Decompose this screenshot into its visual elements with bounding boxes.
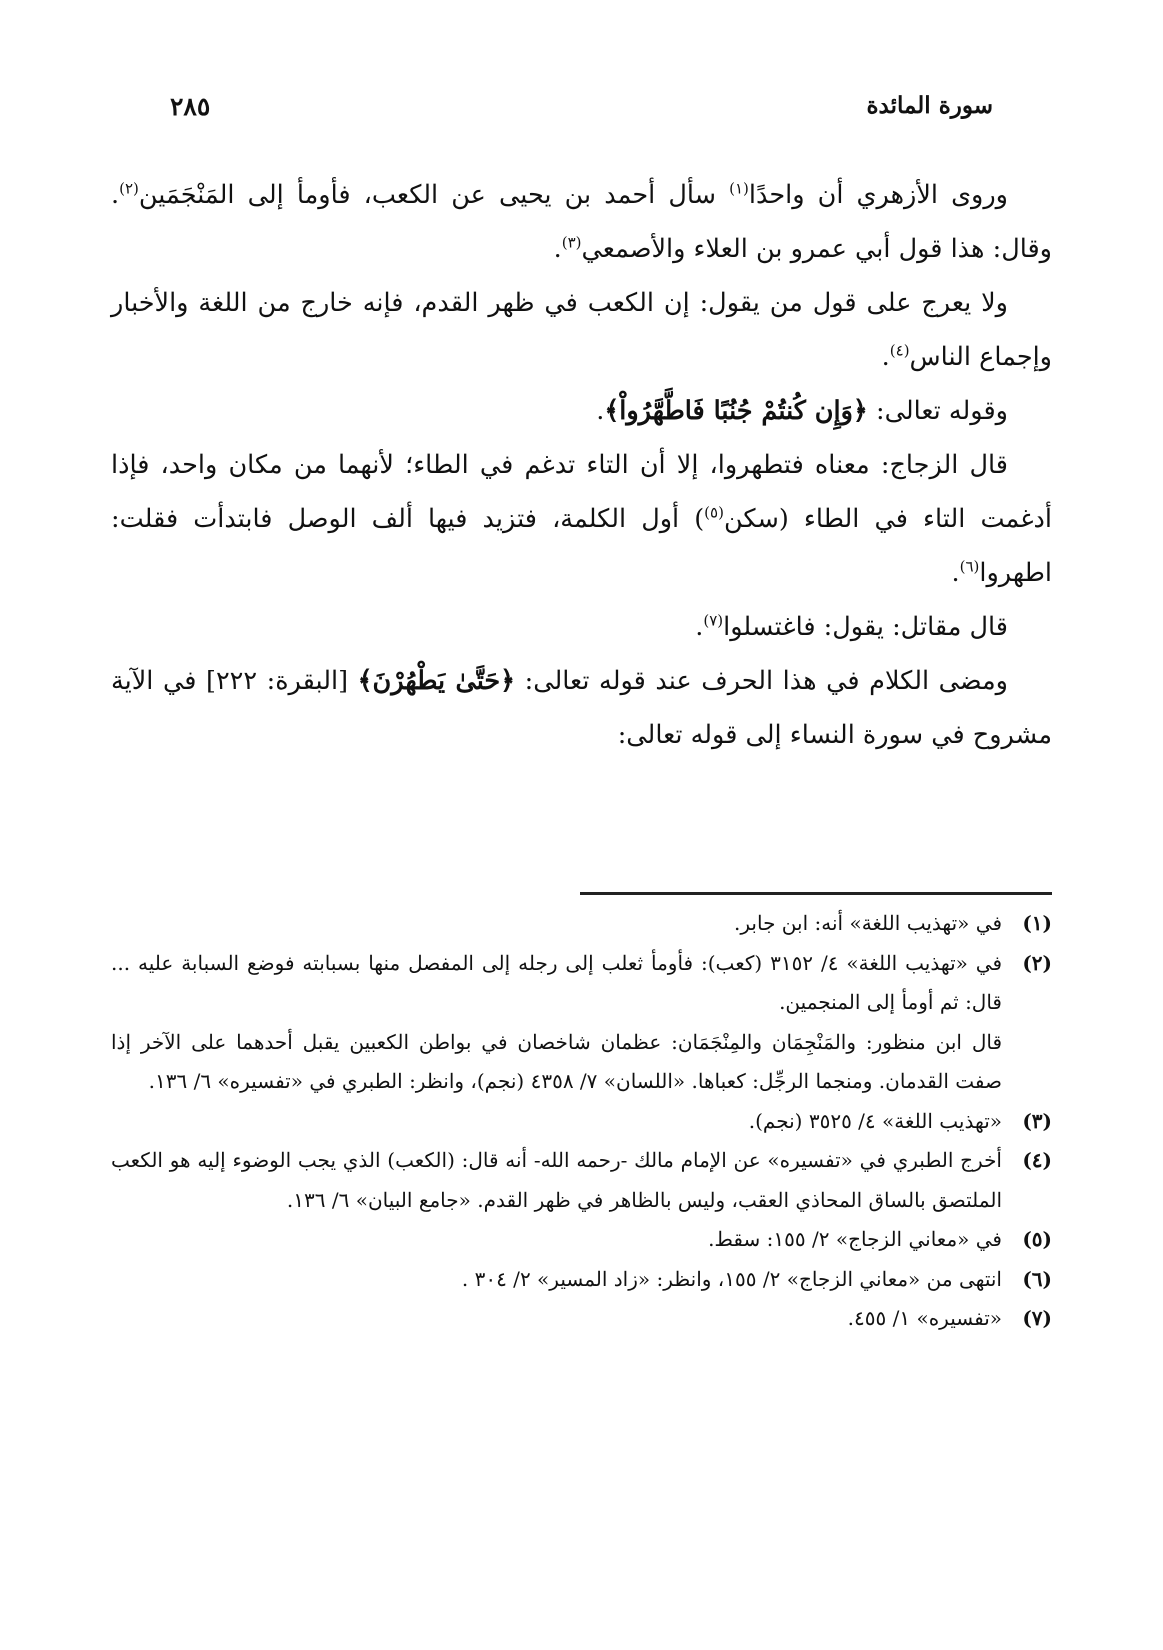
footnote-text <box>111 1260 1002 1300</box>
text-run: قال الزجاج: معناه فتطهروا، إلا أن التاء تدغم في الطاء؛ لأنهما من مكان واحد، فإذا أدغمت التاء في الطاء (سكن <box>111 450 1053 534</box>
footnote-ref-4[interactable]: (٤) <box>889 341 910 360</box>
footnote-number: (٧) <box>1022 1306 1052 1330</box>
footnote-text <box>111 1299 1002 1339</box>
text-run: . <box>553 234 562 264</box>
footnote-line: في «تهذيب اللغة» ٤/ ٣١٥٢ (كعب): فأومأ ثعلب إلى رجله إلى المفصل منها بسبابته فوضع السبابة عليه ... قال: ثم أومأ إلى المنجمين. <box>111 950 1002 1014</box>
footnote-line: «تهذيب اللغة» ٤/ ٣٥٢٥ (نجم). <box>748 1108 1002 1133</box>
footnote-3 <box>111 1102 1052 1142</box>
quran-verse: ﴿وَإِن كُنتُمْ جُنُبًا فَاطَّهَّرُواْ﴾ <box>604 396 868 426</box>
page-header <box>170 92 993 132</box>
footnote-line: انتهى من «معاني الزجاج» ٢/ ١٥٥، وانظر: «زاد المسير» ٢/ ٣٠٤ . <box>461 1266 1002 1291</box>
footnote-ref-5[interactable]: (٥) <box>704 503 724 522</box>
text-run: سأل أحمد بن يحيى عن الكعب، فأومأ إلى المَنْجَمَين <box>138 180 730 210</box>
footnote-7 <box>111 1299 1052 1339</box>
footnote-text <box>111 944 1002 1102</box>
main-text <box>111 168 1052 762</box>
footnote-line: «تفسيره» ١/ ٤٥٥. <box>847 1306 1002 1330</box>
footnotes-section <box>111 904 1052 1339</box>
footnote-6 <box>111 1260 1052 1300</box>
footnote-2 <box>111 944 1052 1102</box>
text-run: وقوله تعالى: <box>867 396 1008 426</box>
footnote-line: في «تهذيب اللغة» أنه: ابن جابر. <box>734 911 1002 935</box>
footnote-ref-2[interactable]: (٢) <box>119 179 139 198</box>
text-run: . <box>695 612 704 642</box>
paragraph-2 <box>111 276 1052 384</box>
footnote-line: أخرج الطبري في «تفسيره» عن الإمام مالك -رحمه الله- أنه قال: (الكعب) الذي يجب الوضوء إليه هو الكعب الملتصق بالساق المحاذي العقب، وليس بالظاهر في ظهر القدم. «جامع البيان» ٦/ ١٣٦. <box>111 1148 1002 1212</box>
text-run: ) أول الكلمة، فتزيد فيها ألف الوصل فابتدأت فقلت: اطهروا <box>111 504 1052 588</box>
footnote-number: (٥) <box>1022 1227 1052 1251</box>
text-run: . <box>881 342 890 372</box>
text-run: وروى الأزهري أن واحدًا <box>748 180 1008 210</box>
footnote-ref-7[interactable]: (٧) <box>703 611 724 630</box>
paragraph-1 <box>111 168 1052 276</box>
paragraph-4 <box>111 438 1052 600</box>
footnote-number: (١) <box>1022 911 1052 935</box>
text-run: [البقرة: ٢٢٢] في الآية مشروح في سورة النساء إلى قوله تعالى: <box>111 666 1052 750</box>
footnote-number: (٢) <box>1022 950 1052 975</box>
footnote-text <box>111 1102 1002 1142</box>
surah-title: سورة المائدة <box>866 92 993 119</box>
footnote-line: قال ابن منظور: والمَنْجِمَان والمِنْجَمَان: عظمان شاخصان في بواطن الكعبين يقبل أحدهما على الآخر إذا صفت القدمان. ومنجما الرجِّل: كعباها. «اللسان» ٧/ ٤٣٥٨ (نجم)، وانظر: الطبري في «تفسيره» ٦/ ١٣٦. <box>111 1029 1002 1093</box>
footnote-ref-3[interactable]: (٣) <box>561 233 582 252</box>
footnote-divider <box>580 892 1052 895</box>
footnote-text <box>111 1220 1002 1260</box>
footnote-text <box>111 1141 1002 1220</box>
text-run: . <box>951 558 960 588</box>
paragraph-3 <box>111 384 1052 438</box>
footnote-ref-1[interactable]: (١) <box>729 179 749 198</box>
paragraph-6 <box>111 654 1052 762</box>
footnote-number: (٦) <box>1022 1266 1052 1291</box>
footnote-4 <box>111 1141 1052 1220</box>
footnote-1 <box>111 904 1052 944</box>
text-run: قال مقاتل: يقول: فاغتسلوا <box>723 612 1008 642</box>
footnote-line: في «معاني الزجاج» ٢/ ١٥٥: سقط. <box>708 1227 1002 1251</box>
footnote-ref-6[interactable]: (٦) <box>959 557 980 576</box>
text-run: ومضى الكلام في هذا الحرف عند قوله تعالى: <box>515 666 1008 696</box>
text-run: . <box>596 396 605 426</box>
text-run: . وقال: هذا قول أبي عمرو بن العلاء والأصمعي <box>111 180 1052 264</box>
page-number: ٢٨٥ <box>170 92 211 121</box>
footnote-number: (٤) <box>1022 1148 1052 1172</box>
footnote-5 <box>111 1220 1052 1260</box>
paragraph-5 <box>111 600 1052 654</box>
quran-verse: ﴿حَتَّىٰ يَطْهُرْنَ﴾ <box>357 666 516 696</box>
text-run: ولا يعرج على قول من يقول: إن الكعب في ظهر القدم، فإنه خارج من اللغة والأخبار وإجماع الناس <box>111 288 1052 372</box>
footnote-text <box>111 904 1002 944</box>
footnote-number: (٣) <box>1022 1108 1052 1133</box>
